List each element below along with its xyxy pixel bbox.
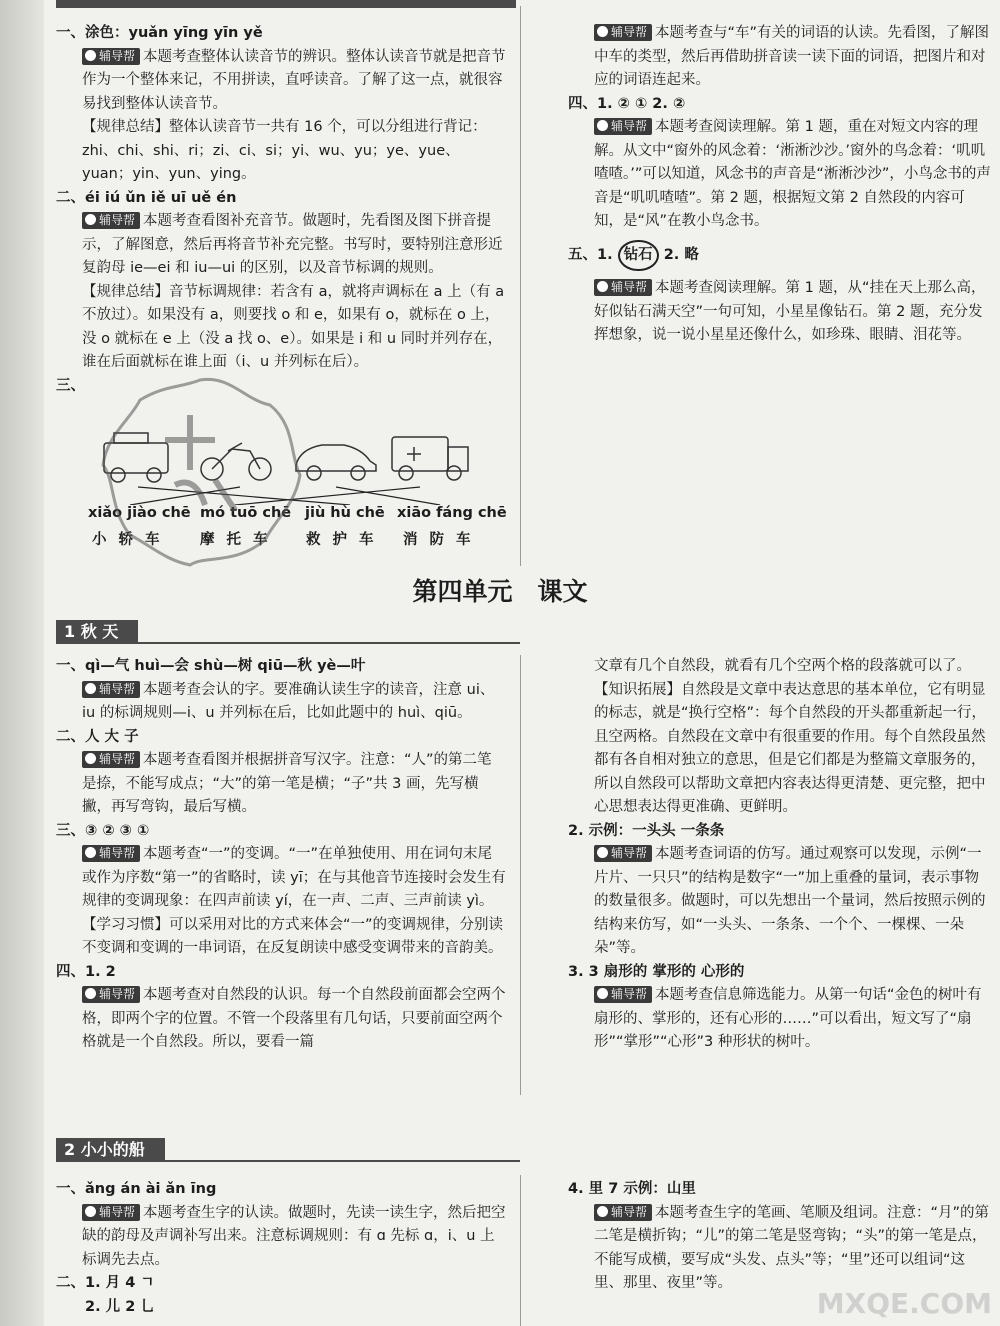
answer-label: 3. 3 扇形的 掌形的 心形的: [568, 963, 745, 980]
explanation-paragraph: [56, 843, 506, 914]
helper-badge-label: 辅导帮: [99, 987, 136, 1001]
explanation-paragraph: [56, 210, 506, 281]
explanation-paragraph: [568, 1202, 992, 1296]
helper-icon: [597, 1206, 608, 1217]
lesson-1-title: 1 秋 天: [56, 620, 138, 644]
explanation-paragraph: [56, 679, 506, 726]
answer-label: 二、éi iú ǔn iě uī uě én: [56, 189, 237, 206]
helper-badge: [594, 845, 652, 862]
explanation-text: 本题考查会认的字。要准确认读生字的读音，注意 ui、iu 的标调规则—i、u 并列标在后，比如此题中的 huì、qiū。: [82, 681, 495, 721]
header-bar: [56, 0, 516, 8]
explanation-paragraph: [568, 116, 992, 234]
vehicle-hanzi: 摩托车: [200, 532, 280, 548]
tip-paragraph: 【规律总结】音节标调规律：若含有 a，就将声调标在 a 上（有 a 不放过）。如果没有 a，则要找 o 和 e，如果有 o，就标在 o 上，没 o 就标在 e 上（没 a 找 o、e）。如果是 i 和 u 同时并列存在，谁在后面就标在谁上面（i、u 并列标在后）。: [82, 283, 505, 370]
top-left-answers: [56, 22, 506, 398]
helper-badge: [82, 681, 140, 698]
helper-badge: [594, 1204, 652, 1221]
helper-icon: [597, 120, 608, 131]
tip-paragraph: 【学习习惯】可以采用对比的方式来体会“一”的变调规律，分别读不变调和变调的一串词语，在反复朗读中感受变调带来的音韵美。: [82, 916, 504, 956]
helper-icon: [85, 50, 96, 61]
column-divider: [520, 6, 521, 566]
helper-badge: [594, 118, 652, 135]
helper-badge-label: 辅导帮: [99, 213, 136, 227]
lesson-2-right: [568, 1178, 992, 1296]
vehicle-pinyin: mó tuō chē: [200, 505, 292, 521]
helper-badge: [82, 1204, 140, 1221]
helper-badge: [82, 845, 140, 862]
lesson-1-left: [56, 655, 506, 1055]
explanation-paragraph: [56, 984, 506, 1055]
column-divider: [520, 655, 521, 1095]
answer-part: 2. 略: [658, 246, 699, 263]
answer-label: 4. 里 7 示例：山里: [568, 1181, 696, 1197]
answer-label: 四、1. 2: [56, 963, 116, 980]
explanation-paragraph: [568, 843, 992, 961]
helper-badge-label: 辅导帮: [99, 681, 136, 696]
answer-label: [568, 240, 992, 272]
vehicle-hanzi: 消防车: [403, 532, 483, 548]
explanation-text: 本题考查“一”的变调。“一”在单独使用、用在词句末尾或作为序数“第一”的省略时，读 yī；在与其他音节连接时会发生有规律的变调现象：在四声前读 yí，在一声、二声、三声前读 yì。: [82, 846, 506, 909]
stamp-seal-image: [95, 370, 305, 570]
paragraph: 【知识拓展】自然段是文章中表达意思的基本单位，它有明显的标志，就是“换行空格”：每个自然段的开头都重新起一行，且空两格。自然段在文章中有很重要的作用。每个自然段虽然都有各自相对独立的意思，但是它们都是为整篇文章服务的，所以自然段可以帮助文章把内容表达得更清楚、更完整，把中心思想表达得更准确、更鲜明。: [594, 681, 987, 815]
tip-paragraph: 【规律总结】整体认读音节一共有 16 个，可以分组进行背记：zhi、chi、shi、ri；zi、ci、si；yi、wu、yu；ye、yue、yuan；yin、yun、ying。: [82, 119, 487, 182]
helper-badge-label: 辅导帮: [99, 48, 136, 63]
helper-badge: [82, 48, 140, 65]
explanation-text: 本题考查词语的仿写。通过观察可以发现，示例“一片片、一只只”的结构是数字“一”加上重叠的量词，表示事物的数量很多。做题时，可以先想出一个量词，然后按照示例的结构来仿写，如“一头头、一条条、一个个、一棵棵、一朵朵”等。: [594, 846, 986, 956]
helper-badge: [82, 986, 140, 1003]
book-spine-shadow: [0, 0, 44, 1326]
answer-label: 一、ǎng án ài ǎn īng: [56, 1181, 217, 1197]
lesson-2-left: [56, 1178, 506, 1319]
helper-badge-label: 辅导帮: [99, 752, 136, 766]
helper-badge-label: 辅导帮: [611, 846, 648, 860]
answer-label: 2. 示例：一头头 一条条: [568, 822, 725, 839]
lesson-2-title: 2 小小的船: [56, 1138, 165, 1162]
vehicle-pinyin: xiāo fáng chē: [397, 505, 507, 521]
vehicle-hanzi: 救护车: [306, 532, 386, 548]
helper-badge-label: 辅导帮: [99, 846, 136, 860]
helper-badge-label: 辅导帮: [611, 280, 648, 294]
helper-badge-label: 辅导帮: [611, 1204, 648, 1219]
helper-badge: [594, 24, 652, 41]
explanation-text: 本题考查阅读理解。第 1 题，从“挂在天上那么高，好似钻石满天空”一句可知，小星星像钻石。第 2 题，充分发挥想象，说一说小星星还像什么，如珍珠、眼睛、泪花等。: [594, 280, 986, 343]
ambulance-picture: [392, 437, 468, 480]
lesson-1-right: [568, 655, 992, 1055]
helper-badge: [82, 212, 140, 229]
lesson-2-header: [56, 1138, 520, 1162]
circled-answer: 钻石: [618, 240, 659, 272]
helper-icon: [597, 847, 608, 858]
vehicle-pinyin: jiù hù chē: [305, 505, 385, 521]
answer-label: 二、人 大 子: [56, 728, 139, 745]
explanation-text: 本题考查阅读理解。第 1 题，重在对短文内容的理解。从文中“窗外的风念着：‘淅淅沙沙。’窗外的鸟念着：‘叽叽喳喳。’”可以知道，风念书的声音是“淅淅沙沙”，小鸟念书的声音是“叽叽喳喳”。第 2 题，根据短文第 2 自然段的内容可知，是“风”在教小鸟念书。: [594, 119, 991, 229]
helper-icon: [597, 988, 608, 999]
answer-label: 三、③ ② ③ ①: [56, 822, 150, 839]
unit-title: 第四单元 课文: [412, 577, 588, 606]
lesson-1-header: [56, 620, 520, 644]
answer-label: 2. 儿 2 乚: [56, 1298, 155, 1315]
explanation-paragraph: [568, 22, 992, 93]
helper-icon: [85, 847, 96, 858]
vehicle-pinyin: xiǎo jiào chē: [88, 505, 191, 521]
explanation-text: 本题考查整体认读音节的辨识。整体认读音节就是把音节作为一个整体来记，不用拼读，直呼读音。了解了这一点，就很容易找到整体认读音节。: [82, 48, 506, 112]
explanation-paragraph: [56, 749, 506, 820]
helper-icon: [597, 281, 608, 292]
answer-label: 二、1. 月 4 ㄱ: [56, 1275, 155, 1291]
helper-badge-label: 辅导帮: [611, 25, 648, 39]
top-right-answers: [568, 22, 992, 348]
explanation-paragraph: [56, 1202, 506, 1273]
helper-icon: [85, 753, 96, 764]
answer-label: 一、涂色：yuǎn yīng yīn yě: [56, 25, 263, 41]
explanation-text: 本题考查对自然段的认识。每一个自然段前面都会空两个格，即两个字的位置。不管一个段落里有几句话，只要前面空两个格就是一个自然段。所以，要看一篇: [82, 987, 506, 1050]
answer-part: 五、1.: [568, 246, 618, 263]
explanation-text: 本题考查信息筛选能力。从第一句话“金色的树叶有扇形的、掌形的，还有心形的……”可以看出，短文写了“扇形”“掌形”“心形”3 种形状的树叶。: [594, 987, 982, 1050]
helper-icon: [597, 26, 608, 37]
vehicle-hanzi: 小轿车: [92, 532, 172, 548]
answer-label: 四、1. ② ① 2. ②: [568, 95, 686, 112]
helper-badge: [82, 751, 140, 768]
helper-icon: [85, 988, 96, 999]
helper-badge-label: 辅导帮: [611, 119, 648, 133]
answer-label: 三、: [56, 377, 85, 394]
helper-badge-label: 辅导帮: [611, 987, 648, 1001]
explanation-paragraph: [568, 984, 992, 1055]
helper-badge-label: 辅导帮: [99, 1204, 136, 1219]
helper-badge: [594, 279, 652, 296]
paragraph: 文章有几个自然段，就看有几个空两个格的段落就可以了。: [594, 658, 971, 674]
column-divider: [520, 1175, 521, 1326]
answer-label: 一、qì—气 huì—会 shù—树 qiū—秋 yè—叶: [56, 658, 366, 674]
helper-icon: [85, 1206, 96, 1217]
car-picture: [296, 445, 376, 480]
explanation-text: 本题考查生字的笔画、笔顺及组词。注意：“月”的第二笔是横折钩；“儿”的第二笔是竖弯钩；“头”的第一笔是点，不能写成横，要写成“头发、点头”等；“里”还可以组词“这里、那里、夜里”等。: [594, 1204, 990, 1291]
explanation-paragraph: [568, 277, 992, 348]
helper-badge: [594, 986, 652, 1003]
explanation-text: 本题考查生字的认读。做题时，先读一读生字，然后把空缺的韵母及声调补写出来。注意标调规则：有 ɑ 先标 ɑ，i、u 上标调先去点。: [82, 1204, 506, 1268]
helper-icon: [85, 214, 96, 225]
explanation-text: 本题考查与“车”有关的词语的认读。先看图，了解图中车的类型，然后再借助拼音读一读下面的词语，把图片和对应的词语连起来。: [594, 25, 990, 88]
explanation-text: 本题考查看图并根据拼音写汉字。注意：“人”的第二笔是捺，不能写成点；“大”的第一笔是横；“子”共 3 画，先写横撇，再写弯钩，最后写横。: [82, 752, 492, 815]
explanation-paragraph: [56, 46, 506, 117]
helper-icon: [85, 683, 96, 694]
watermark-text: MXQE.COM: [816, 1287, 992, 1320]
explanation-text: 本题考查看图补充音节。做题时，先看图及图下拼音提示，了解图意，然后再将音节补充完整。书写时，要特别注意形近复韵母 ie—ei 和 iu—ui 的区别，以及音节标调的规则。: [82, 213, 503, 276]
